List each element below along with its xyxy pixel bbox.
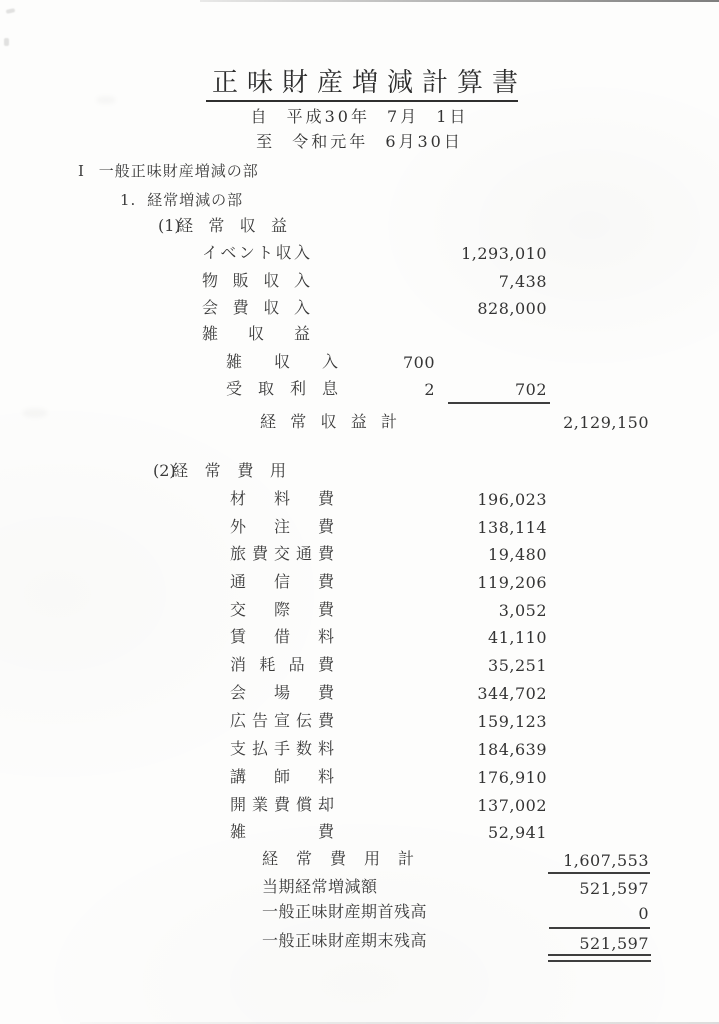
period-from: 自 平成30年 7月 1日 [250, 107, 469, 126]
expense-item-label: 広告宣伝費 [230, 711, 334, 730]
revenue-subitem-label: 雑収入 [226, 352, 338, 371]
expense-item-amount: 3,052 [498, 601, 547, 620]
expenses-heading: 経常費用 [172, 461, 286, 480]
revenue-heading-number: (1) [158, 216, 181, 235]
expense-item-amount: 176,910 [477, 768, 547, 787]
expense-item-amount: 137,002 [477, 796, 547, 815]
revenue-item-label: 物販収入 [202, 271, 310, 290]
period-to: 至 令和元年 6月30日 [256, 132, 463, 151]
misc-revenue-subtotal-rule [448, 402, 550, 404]
expense-item-label: 賃借料 [230, 627, 334, 646]
revenue-heading: 経常収益 [177, 216, 287, 235]
expenses-total-label: 経常費用計 [262, 849, 414, 868]
revenue-total-amount: 2,129,150 [563, 413, 649, 432]
expense-item-label: 会場費 [230, 683, 334, 702]
expense-item-label: 支払手数料 [230, 739, 334, 758]
scan-speck [4, 38, 9, 46]
title-underline [206, 100, 518, 102]
scan-speck [6, 8, 16, 14]
expense-item-label: 通信費 [230, 572, 334, 591]
expense-item-amount: 52,941 [488, 823, 547, 842]
revenue-total-label: 経常収益計 [260, 412, 397, 431]
revenue-item-label: イベント収入 [202, 243, 310, 262]
expenses-total-rule [548, 872, 650, 874]
expense-item-amount: 138,114 [477, 518, 547, 537]
summary-row-amount: 521,597 [579, 934, 649, 953]
section-heading-general-net-assets: I 一般正味財産増減の部 [78, 162, 259, 180]
expense-item-amount: 19,480 [488, 545, 547, 564]
revenue-item-label: 雑収益 [202, 324, 310, 343]
expense-item-amount: 35,251 [488, 656, 547, 675]
expense-item-amount: 159,123 [477, 712, 547, 731]
expense-item-label: 講師料 [230, 767, 334, 786]
summary-row-amount: 0 [638, 904, 649, 923]
document-title: 正味財産増減計算書 [212, 68, 528, 98]
revenue-item-amount: 7,438 [498, 272, 547, 291]
summary-row-amount: 521,597 [579, 879, 649, 898]
subsection-heading-ordinary-changes: 1. 経常増減の部 [120, 191, 244, 209]
scan-smudge [22, 408, 48, 418]
revenue-subitem-amount: 2 [424, 380, 435, 399]
expense-item-amount: 119,206 [477, 573, 547, 592]
revenue-subitem-amount: 700 [402, 353, 435, 372]
expense-item-label: 外注費 [230, 517, 334, 536]
expense-item-label: 消耗品費 [230, 655, 334, 674]
revenue-item-label: 会費収入 [202, 298, 310, 317]
summary-row-label: 一般正味財産期末残高 [262, 931, 428, 950]
expense-item-label: 旅費交通費 [230, 544, 334, 563]
opening-balance-rule [549, 927, 650, 929]
expense-item-amount: 344,702 [477, 684, 547, 703]
scan-artifact-top-edge [200, 0, 719, 2]
expense-item-amount: 41,110 [488, 628, 547, 647]
revenue-item-amount: 1,293,010 [461, 244, 547, 263]
expense-item-amount: 196,023 [477, 490, 547, 509]
closing-balance-double-rule [548, 954, 651, 962]
revenue-subitem-subtotal: 702 [514, 380, 547, 399]
expenses-heading-number: (2) [153, 461, 176, 480]
expense-item-label: 材料費 [230, 489, 334, 508]
scan-smudge [96, 96, 116, 104]
summary-row-label: 当期経常増減額 [262, 877, 378, 896]
expense-item-amount: 184,639 [477, 740, 547, 759]
revenue-item-amount: 828,000 [477, 299, 547, 318]
summary-row-label: 一般正味財産期首残高 [262, 902, 428, 921]
expenses-total-amount: 1,607,553 [563, 851, 649, 870]
expense-item-label: 開業費償却 [230, 795, 334, 814]
expense-item-label: 交際費 [230, 600, 334, 619]
expense-item-label: 雑費 [230, 822, 334, 841]
revenue-subitem-label: 受取利息 [226, 379, 338, 398]
